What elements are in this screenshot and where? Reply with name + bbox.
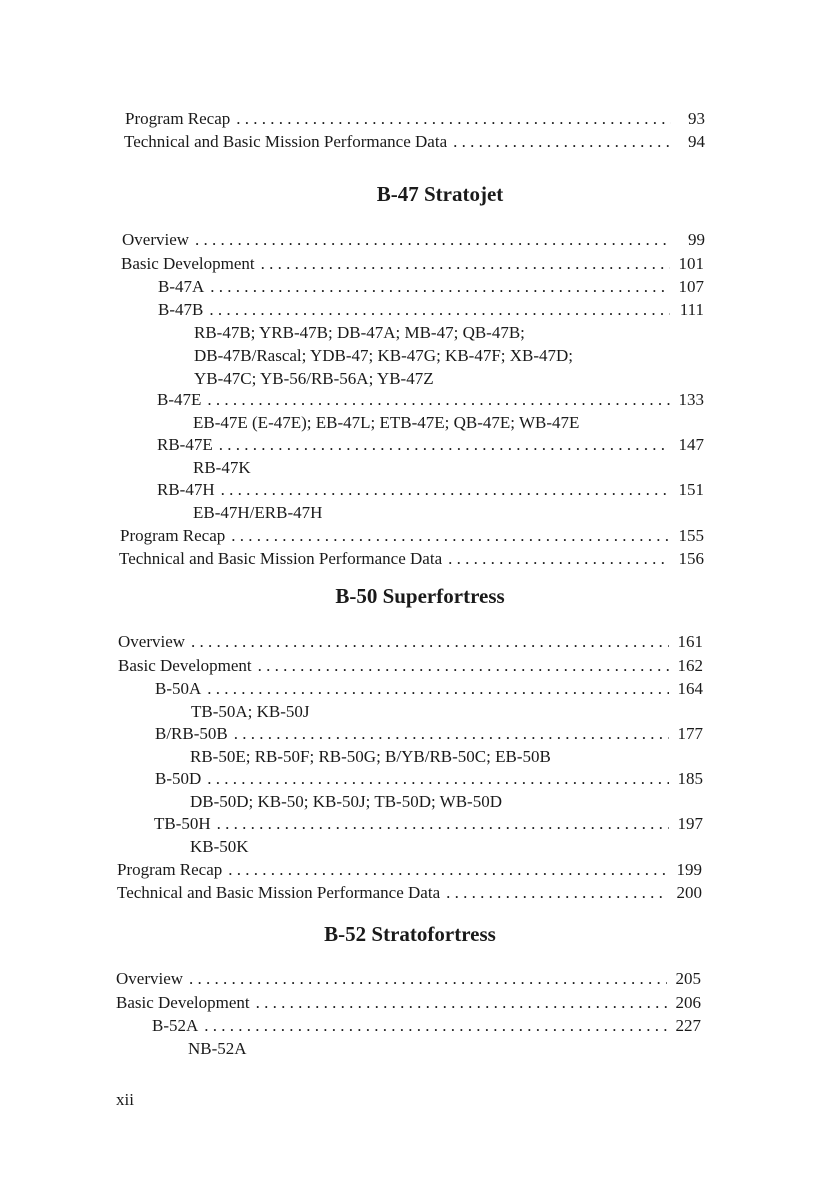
- dot-leader: [219, 433, 670, 457]
- toc-entry: [152, 1014, 701, 1038]
- toc-entry: [119, 547, 704, 571]
- page-number: 200: [676, 883, 702, 902]
- entry-label: B-47A: [158, 277, 205, 296]
- toc-entry: [124, 130, 705, 154]
- toc-entry: [125, 107, 705, 131]
- variant-list: EB-47E (E-47E); EB-47L; ETB-47E; QB-47E; WB-47E: [193, 413, 580, 432]
- entry-label: B-50A: [155, 679, 202, 698]
- entry-label: B-50D: [155, 769, 202, 788]
- page-folio: xii: [116, 1090, 134, 1109]
- dot-leader: [209, 298, 670, 322]
- toc-entry: [155, 677, 703, 701]
- dot-leader: [207, 677, 669, 701]
- page-number: 147: [678, 435, 704, 454]
- variant-list: YB-47C; YB-56/RB-56A; YB-47Z: [194, 369, 434, 388]
- page-number: 101: [678, 254, 704, 273]
- dot-leader: [231, 524, 670, 548]
- page-number: 151: [678, 480, 704, 499]
- page-number: 111: [679, 300, 704, 319]
- toc-entry: [118, 654, 703, 678]
- dot-leader: [189, 967, 667, 991]
- entry-label: B/RB-50B: [155, 724, 228, 743]
- dot-leader: [217, 812, 669, 836]
- variant-list: KB-50K: [190, 837, 249, 856]
- entry-label: RB-47E: [157, 435, 213, 454]
- toc-entry: [116, 967, 701, 991]
- entry-label: Program Recap: [125, 109, 231, 128]
- toc-entry: [157, 478, 704, 502]
- entry-label: Technical and Basic Mission Performance Data: [117, 883, 441, 902]
- dot-leader: [453, 130, 671, 154]
- variant-list: TB-50A; KB-50J: [191, 702, 310, 721]
- dot-leader: [228, 858, 668, 882]
- toc-entry: [155, 767, 703, 791]
- dot-leader: [210, 275, 670, 299]
- entry-label: Technical and Basic Mission Performance Data: [119, 549, 443, 568]
- entry-label: B-52A: [152, 1016, 199, 1035]
- page-number: 185: [677, 769, 703, 788]
- dot-leader: [207, 388, 670, 412]
- entry-label: Basic Development: [116, 993, 250, 1012]
- page-number: 156: [678, 549, 704, 568]
- toc-entry: [122, 228, 705, 252]
- entry-label: Basic Development: [118, 656, 252, 675]
- page-number: 205: [675, 969, 701, 988]
- entry-label: TB-50H: [154, 814, 211, 833]
- variant-list: RB-47B; YRB-47B; DB-47A; MB-47; QB-47B;: [194, 323, 525, 342]
- dot-leader: [234, 722, 669, 746]
- toc-entry: [118, 630, 703, 654]
- entry-label: Technical and Basic Mission Performance Data: [124, 132, 448, 151]
- section-title: B-47 Stratojet: [376, 182, 504, 206]
- page-number: 164: [677, 679, 703, 698]
- variant-list: RB-50E; RB-50F; RB-50G; B/YB/RB-50C; EB-50B: [190, 747, 551, 766]
- toc-entry: [117, 858, 702, 882]
- entry-label: Overview: [118, 632, 186, 651]
- entry-label: RB-47H: [157, 480, 215, 499]
- entry-label: Overview: [116, 969, 184, 988]
- toc-entry: [116, 991, 701, 1015]
- page-number: 99: [688, 230, 705, 249]
- page-number: 227: [675, 1016, 701, 1035]
- toc-entry: [117, 881, 702, 905]
- variant-list: RB-47K: [193, 458, 251, 477]
- toc-entry: [157, 388, 704, 412]
- dot-leader: [207, 767, 669, 791]
- toc-entry: [155, 722, 703, 746]
- dot-leader: [236, 107, 671, 131]
- dot-leader: [256, 991, 667, 1015]
- page-number: 93: [688, 109, 705, 128]
- page-number: 177: [677, 724, 703, 743]
- dot-leader: [191, 630, 669, 654]
- section-title: B-50 Superfortress: [335, 584, 505, 608]
- toc-entry: [158, 298, 704, 322]
- variant-list: NB-52A: [188, 1039, 247, 1058]
- page-number: 162: [677, 656, 703, 675]
- dot-leader: [195, 228, 671, 252]
- toc-entry: [121, 252, 704, 276]
- entry-label: Program Recap: [117, 860, 223, 879]
- entry-label: Overview: [122, 230, 190, 249]
- dot-leader: [204, 1014, 667, 1038]
- page-number: 133: [678, 390, 704, 409]
- entry-label: B-47B: [158, 300, 204, 319]
- entry-label: Program Recap: [120, 526, 226, 545]
- toc-entry: [120, 524, 704, 548]
- toc-entry: [157, 433, 704, 457]
- section-title: B-52 Stratofortress: [324, 922, 496, 946]
- page-number: 199: [676, 860, 702, 879]
- variant-list: DB-50D; KB-50; KB-50J; TB-50D; WB-50D: [190, 792, 502, 811]
- page-number: 155: [678, 526, 704, 545]
- toc-entry: [158, 275, 704, 299]
- dot-leader: [258, 654, 669, 678]
- toc-entry: [154, 812, 703, 836]
- dot-leader: [448, 547, 670, 571]
- page-number: 94: [688, 132, 705, 151]
- entry-label: Basic Development: [121, 254, 255, 273]
- dot-leader: [446, 881, 668, 905]
- dot-leader: [221, 478, 670, 502]
- page-number: 107: [678, 277, 704, 296]
- page-number: 197: [677, 814, 703, 833]
- page-number: 161: [677, 632, 703, 651]
- variant-list: EB-47H/ERB-47H: [193, 503, 323, 522]
- page-number: 206: [675, 993, 701, 1012]
- dot-leader: [261, 252, 670, 276]
- variant-list: DB-47B/Rascal; YDB-47; KB-47G; KB-47F; XB-47D;: [194, 346, 574, 365]
- entry-label: B-47E: [157, 390, 202, 409]
